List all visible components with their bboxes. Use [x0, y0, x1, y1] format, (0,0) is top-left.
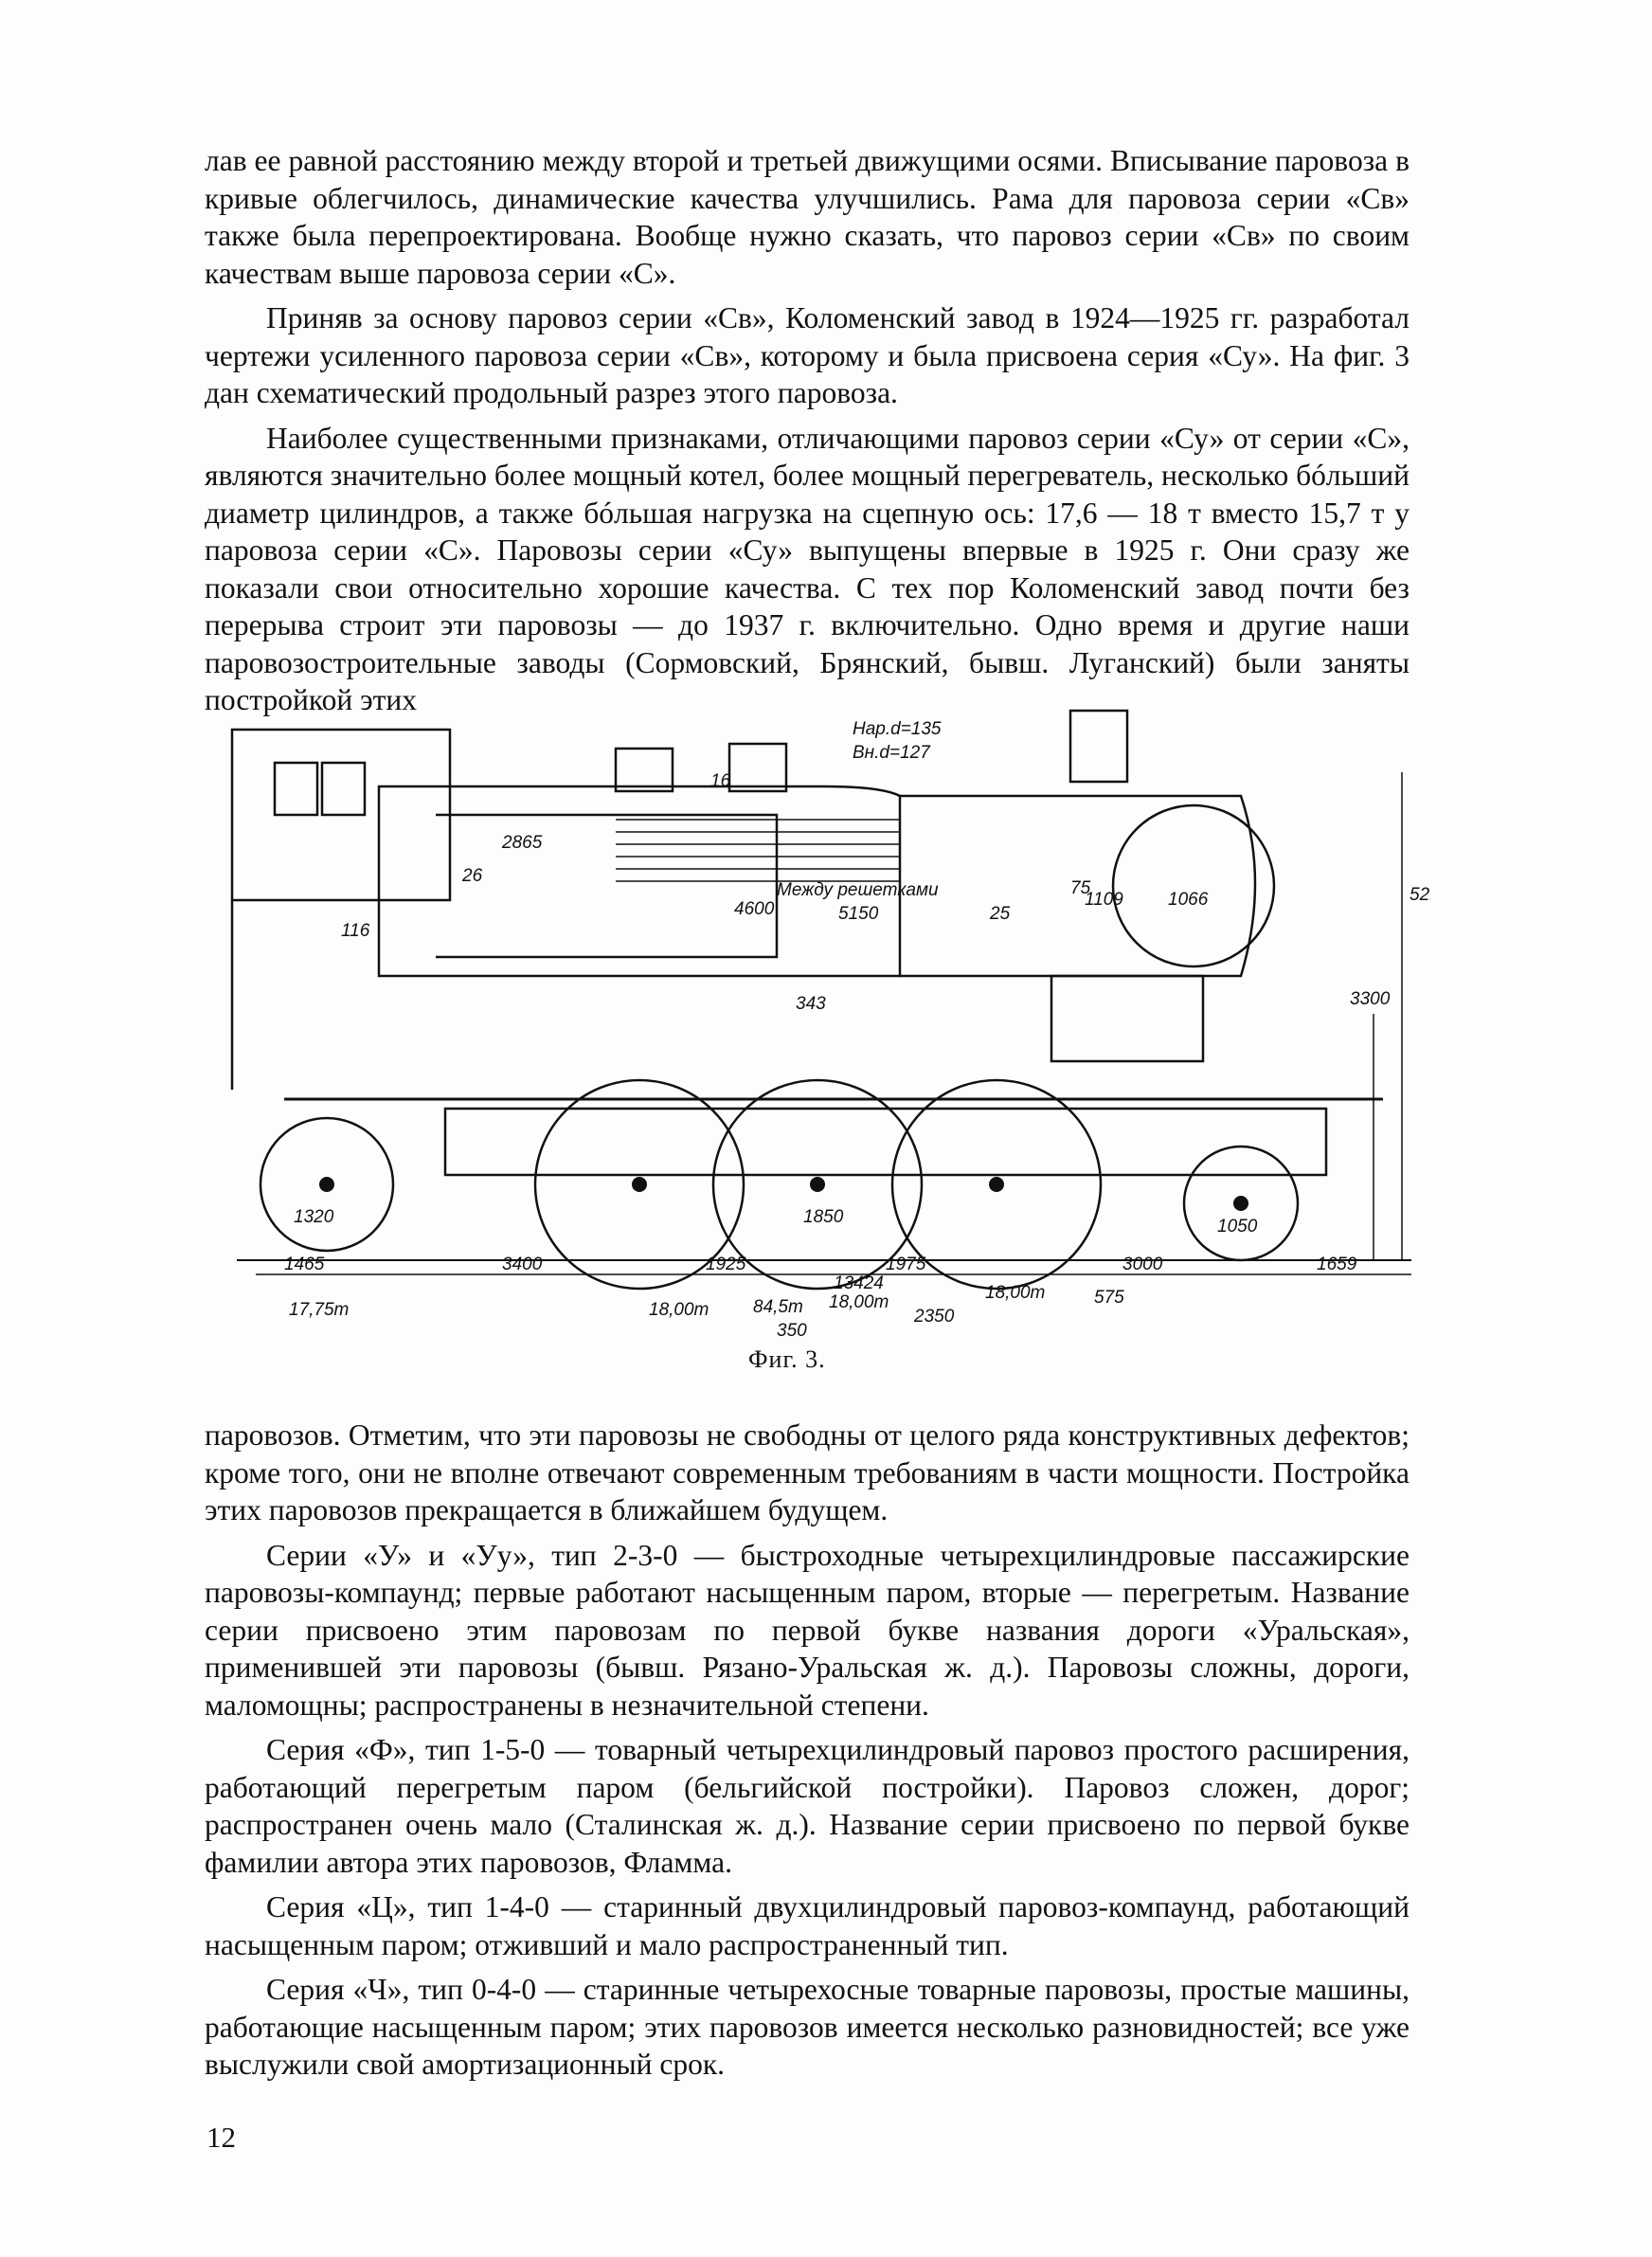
- dimension-label: 1109: [1085, 890, 1123, 910]
- dimension-label: 2865: [502, 833, 543, 853]
- wheel-diameter-label: 1050: [1217, 1217, 1258, 1237]
- wheel-diameter-label: 1850: [803, 1207, 844, 1227]
- locomotive-figure: [218, 692, 1430, 1345]
- dimension-label: 26: [462, 866, 483, 886]
- paragraph: паровозов. Отметим, что эти паровозы не свободны от целого ряда конструктивных дефектов; кроме того, они не вполне отвечают современным требованиям в части мощности. Постройка этих паровозов прекращается в ближайшем будущем.: [205, 1418, 1410, 1526]
- paragraph: Серия «Ч», тип 0-4-0 — старинные четырехосные товарные паровозы, простые машины, работающие насыщенным паром; этих паровозов имеется несколько разновидностей; все уже выслужили свой амортизационный срок.: [205, 1973, 1410, 2081]
- paragraph: лав ее равной расстоянию между второй и третьей движущими осями. Вписывание паровоза в кривые облегчилось, динамические качества улучшились. Рама для паровоза серии «Св» также была перепроектирована. Вообще нужно сказать, что паровоз серии «Св» по своим качествам выше паровоза серии «С».: [205, 144, 1410, 290]
- dimension-label: 575: [1094, 1288, 1124, 1308]
- axle-load-label: 84,5т: [753, 1297, 803, 1317]
- dimension-label: 3000: [1122, 1255, 1163, 1274]
- wheel-diameter-label: 1320: [294, 1207, 334, 1227]
- locomotive-drawing: [218, 692, 1430, 1345]
- dimension-label: 16: [710, 771, 731, 791]
- dimension-label: 3300: [1350, 989, 1391, 1009]
- dimension-label: 1925: [706, 1255, 746, 1274]
- between-grates-label: Между решетками: [777, 880, 939, 900]
- dimension-label: 2350: [914, 1307, 955, 1327]
- dimension-label: 3400: [502, 1255, 543, 1274]
- paragraph: Серия «Ц», тип 1-4-0 — старинный двухцилиндровый паровоз-компаунд, работающий насыщенным паром; отживший и мало распространенный тип.: [205, 1890, 1410, 1961]
- dimension-label: 13424: [834, 1273, 884, 1293]
- figure-caption: Фиг. 3.: [748, 1345, 826, 1373]
- paragraph: Приняв за основу паровоз серии «Св», Коломенский завод в 1924—1925 гг. разработал чертежи усиленного паровоза серии «Св», которому и была присвоена серия «Су». На фиг. 3 дан схематический продольный разрез этого паровоза.: [205, 301, 1410, 409]
- dimension-label: 75: [1070, 878, 1091, 898]
- axle-load-label: 18,00т: [649, 1300, 709, 1320]
- axle-load-label: 18,00т: [829, 1292, 889, 1312]
- axle-load-label: 18,00т: [985, 1283, 1046, 1303]
- inner-diameter-label: Вн.d=127: [853, 743, 930, 763]
- paragraph: Наиболее существенными признаками, отличающими паровоз серии «Су» от серии «С», являются значительно более мощный котел, более мощный перегреватель, несколько бóльший диаметр цилиндров, а также бóльшая нагрузка на сцепную ось: 17,6 — 18 т вместо 15,7 т у паровоза серии «С». Паровозы серии «Су» выпущены впервые в 1925 г. Они сразу же показали свои относительно хорошие качества. С тех пор Коломенский завод почти без перерыва строит эти паровозы — до 1937 г. включительно. Одно время и другие наши паровозостроительные заводы (Сормовский, Брянский, бывш. Луганский) были заняты постройкой этих: [205, 421, 1410, 716]
- dimension-label: 116: [341, 921, 370, 941]
- dimension-label: 1975: [886, 1255, 926, 1274]
- text-block-bottom: [205, 1417, 1410, 2084]
- paragraph: Серия «Ф», тип 1-5-0 — товарный четырехцилиндровый паровоз простого расширения, работающий перегретым паром (бельгийской постройки). Паровоз сложен, дорог; распространен очень мало (Сталинская ж. д.). Название серии присвоено по первой букве фамилии автора этих паровозов, Фламма.: [205, 1733, 1410, 1879]
- dimension-label: 1066: [1168, 890, 1209, 910]
- dimension-label: 350: [777, 1321, 807, 1341]
- dimension-label: 5150: [838, 904, 879, 924]
- page-number: 12: [206, 2121, 236, 2154]
- dimension-label: 52: [1410, 885, 1430, 905]
- dimension-label: 343: [796, 994, 826, 1014]
- dimension-label: 25: [990, 904, 1011, 924]
- axle-load-label: 17,75т: [289, 1300, 350, 1320]
- dimension-label: 1659: [1317, 1255, 1357, 1274]
- paragraph: Серии «У» и «Уу», тип 2-3-0 — быстроходные четырехцилиндровые пассажирские паровозы-компаунд; первые работают насыщенным паром, вторые — перегретым. Название серии присвоено этим паровозам по первой букве названия дороги «Уральская», применившей эти паровозы (бывш. Рязано-Уральская ж. д.). Паровозы сложны, дороги, маломощны; распространены в незначительной степени.: [205, 1538, 1410, 1722]
- dimension-label: 1465: [284, 1255, 325, 1274]
- text-block-top: [205, 142, 1410, 719]
- outer-diameter-label: Нар.d=135: [853, 719, 942, 739]
- dimension-label: 4600: [734, 899, 775, 919]
